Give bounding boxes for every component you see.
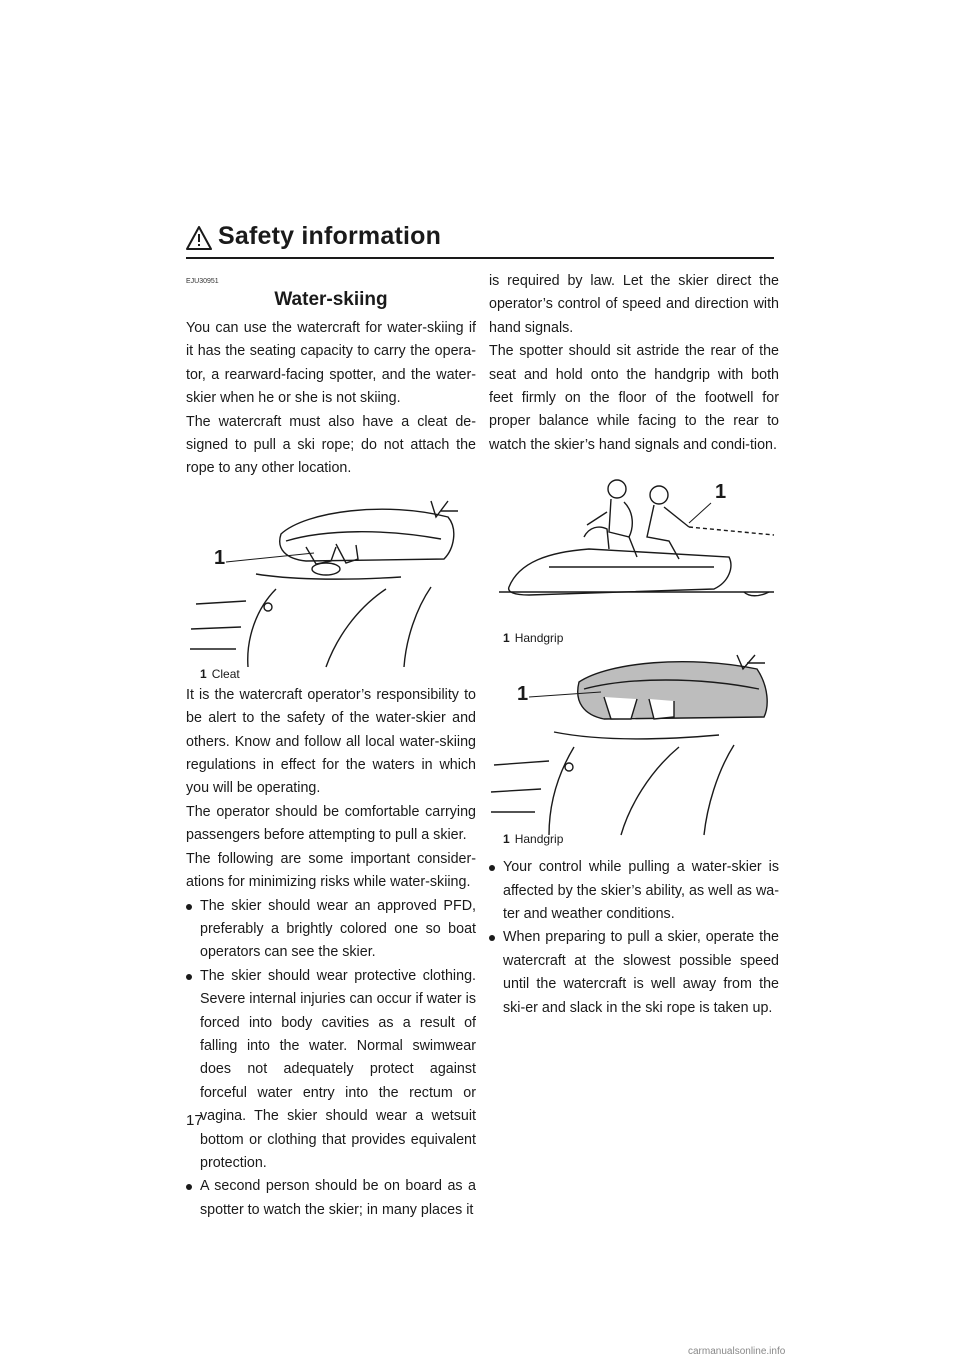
- paragraph: It is the watercraft operator’s responsibility to be alert to the safety of the water-skier and others. Know and follow all local water-skiing regulations in effect for the waters in which you will be operating.: [186, 686, 476, 797]
- paragraph: The following are some important consider-ations for minimizing risks while water-skiing.: [186, 850, 476, 891]
- bullet-list: [186, 895, 476, 1223]
- caption-text: Handgrip: [514, 631, 564, 646]
- caption-number: 1: [503, 832, 510, 847]
- figure-caption: [503, 832, 563, 846]
- bullet-icon: [489, 865, 495, 871]
- list-item: [489, 926, 779, 1020]
- list-item: [186, 965, 476, 1176]
- figure-cleat: [186, 489, 476, 684]
- list-item-text: Your control while pulling a water-skier is affected by the skier’s ability, as well as wa-ter and weather conditions.: [503, 859, 779, 923]
- bullet-icon: [186, 1184, 192, 1190]
- section-code: EJU30951: [186, 278, 219, 285]
- caption-text: Handgrip: [514, 832, 564, 847]
- figure-callout: 1: [214, 546, 226, 569]
- caption-number: 1: [200, 666, 207, 681]
- paragraph: You can use the watercraft for water-skiing if it has the seating capacity to carry the opera-tor, a rearward-facing spotter, and the water-skier when he or she is not skiing.: [186, 320, 476, 407]
- page-header: [186, 222, 774, 256]
- left-column: [186, 270, 476, 1222]
- list-item-text: When preparing to pull a skier, operate the watercraft at the slowest possible speed until the watercraft is well away from the ski-er and slack in the ski rope is taken up.: [503, 929, 779, 1016]
- paragraph: is required by law. Let the skier direct the operator’s control of speed and direction with hand signals.: [489, 273, 779, 336]
- header-rule: [186, 257, 774, 259]
- page-title: Safety information: [218, 222, 442, 250]
- list-item: [489, 856, 779, 926]
- cleat-illustration: [186, 489, 476, 669]
- figure-callout: 1: [517, 683, 529, 706]
- list-item-text: The skier should wear an approved PFD, preferably a brightly colored one so boat operators can see the skier.: [200, 897, 476, 961]
- watercraft-riders-illustration: [489, 467, 779, 627]
- list-item: [186, 895, 476, 965]
- footer-watermark: carmanualsonline.info: [688, 1346, 786, 1357]
- caption-number: 1: [503, 631, 510, 646]
- figure-handgrip: [489, 647, 779, 852]
- bullet-icon: [186, 904, 192, 910]
- paragraph: The watercraft must also have a cleat de-signed to pull a ski rope; do not attach the rope to any other location.: [186, 413, 476, 477]
- list-item: [186, 1175, 476, 1222]
- paragraph: The operator should be comfortable carrying passengers before attempting to pull a skier.: [186, 803, 476, 844]
- page-number: 17: [186, 1112, 203, 1129]
- right-column: [489, 270, 779, 1020]
- bullet-icon: [489, 935, 495, 941]
- bullet-list: [489, 856, 779, 1020]
- warning-triangle-icon: [186, 226, 212, 250]
- bullet-icon: [186, 974, 192, 980]
- list-item-text: The skier should wear protective clothing. Severe internal injuries can occur if water is forced into body cavities as a result of falling into the water. Normal swimwear does not adequately protect against forceful water entry into the rectum or vagina. The skier should wear a wetsuit bottom or clothing that provides equivalent protection.: [200, 967, 476, 1171]
- paragraph: The spotter should sit astride the rear of the seat and hold onto the handgrip with both feet firmly on the floor of the footwell for proper balance while facing to the rear to watch the skier’s hand signals and condi-tion.: [489, 343, 779, 453]
- figure-caption: [200, 667, 240, 681]
- section-heading: Water-skiing: [274, 289, 388, 310]
- figure-riders: [489, 467, 779, 647]
- handgrip-illustration: [489, 647, 779, 837]
- figure-callout: 1: [715, 481, 727, 504]
- figure-caption: [503, 631, 563, 645]
- list-item-text: A second person should be on board as a spotter to watch the skier; in many places it: [200, 1178, 476, 1218]
- caption-text: Cleat: [211, 666, 240, 681]
